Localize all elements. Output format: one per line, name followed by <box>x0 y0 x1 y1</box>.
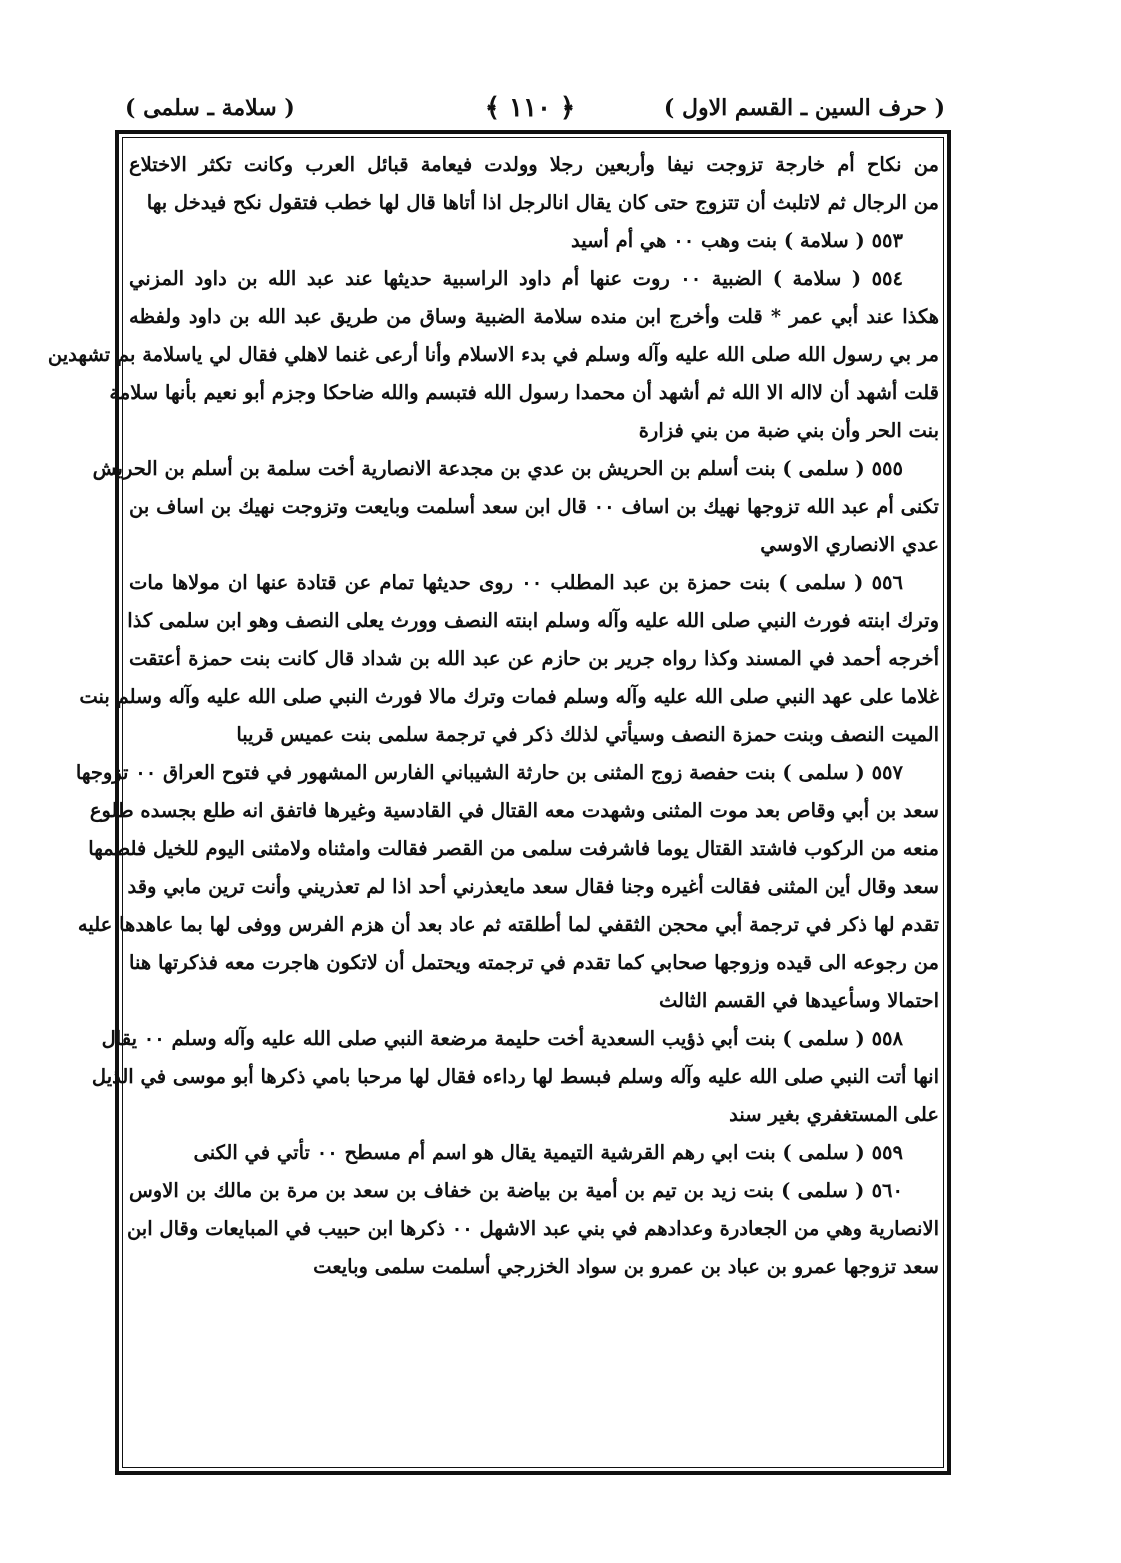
text-line: ٥٥٣ ( سلامة ) بنت وهب ٠٠ هي أم أسيد <box>570 229 903 252</box>
entry-block <box>125 1134 943 1172</box>
entry-block <box>92 450 943 564</box>
text-line: احتمالا وسأعيدها في القسم الثالث <box>659 989 939 1012</box>
text-line: على المستغفري بغير سند <box>729 1103 939 1126</box>
page-header <box>115 88 945 128</box>
entry-block <box>125 146 943 222</box>
text-line: تقدم لها ذكر في ترجمة أبي محجن الثقفي لما أطلقته ثم عاد بعد أن هزم الفرس ووفى لها بما عاهدها عليه <box>77 913 939 936</box>
text-line: منعه من الركوب فاشتد القتال يوما فاشرفت سلمى من القصر فقالت وامثناه ولامثنى اليوم للخيل فلطمها <box>88 837 939 860</box>
entry-block <box>125 1172 943 1286</box>
entry-block <box>75 754 943 1020</box>
text-line: ٥٥٦ ( سلمى ) بنت حمزة بن عبد المطلب ٠٠ روى حديثها تمام عن قتادة عنها ان مولاها مات <box>129 571 903 594</box>
entry-block <box>47 260 943 450</box>
text-line: هكذا عند أبي عمر * قلت وأخرج ابن منده سلامة الضبية وساق من طريق عبد الله بن داود ولفظه <box>129 305 939 328</box>
entry-block <box>91 1020 943 1134</box>
header-entry-range: ( سلامة ـ سلمى ) <box>125 95 295 121</box>
entry-block <box>125 222 943 260</box>
text-line: تكنى أم عبد الله تزوجها نهيك بن اساف ٠٠ قال ابن سعد أسلمت وبايعت وتزوجت نهيك بن اساف بن <box>129 495 939 518</box>
entry-block <box>79 564 943 754</box>
text-line: سعد تزوجها عمرو بن عباد بن عمرو بن سواد الخزرجي أسلمت سلمى وبايعت <box>313 1255 939 1278</box>
header-page-number: ﴿ ١١٠ ﴾ <box>484 93 576 123</box>
text-line: قلت أشهد أن لااله الا الله ثم أشهد أن محمدا رسول الله فتبسم والله ضاحكا وجزم أبو نعيم بأنها سلامة <box>109 381 939 404</box>
text-line: بنت الحر وأن بني ضبة من بني فزارة <box>638 419 939 442</box>
text-line: ٥٦٠ ( سلمى ) بنت زيد بن تيم بن أمية بن بياضة بن خفاف بن سعد بن مرة بن مالك بن الاوس <box>129 1179 903 1202</box>
text-line: ٥٥٥ ( سلمى ) بنت أسلم بن الحريش بن عدي بن مجدعة الانصارية أخت سلمة بن أسلم بن الحريش <box>92 457 903 480</box>
header-section-title: ( حرف السين ـ القسم الاول ) <box>663 95 945 121</box>
text-line: ٥٥٩ ( سلمى ) بنت ابي رهم القرشية التيمية يقال هو اسم أم مسطح ٠٠ تأتي في الكنى <box>193 1141 903 1164</box>
text-line: الميت النصف وبنت حمزة النصف وسيأتي لذلك ذكر في ترجمة سلمى بنت عميس قريبا <box>236 723 939 746</box>
text-line: ٥٥٤ ( سلامة ) الضبية ٠٠ روت عنها أم داود الراسبية حديثها عند عبد الله بن داود المزني <box>129 267 903 290</box>
text-line: من نكاح أم خارجة تزوجت نيفا وأربعين رجلا وولدت فيعامة قبائل العرب وكانت تكثر الاختلاع <box>129 153 939 176</box>
text-line: انها أتت النبي صلى الله عليه وآله وسلم فبسط لها رداءه فقال لها مرحبا بامي ذكرها أبو موسى في الذيل <box>91 1065 939 1088</box>
text-line: غلاما على عهد النبي صلى الله عليه وآله وسلم فمات وترك مالا فورث النبي صلى الله عليه وآله وسلم بنت <box>79 685 939 708</box>
text-line: وترك ابنته فورث النبي صلى الله عليه وآله وسلم ابنته النصف وورث يعلى النصف وهو ابن سلمى كذا <box>127 609 939 632</box>
text-line: سعد وقال أين المثنى فقالت أغيره وجنا فقال سعد مايعذرني أحد اذا لم تعذريني وأنت ترين مابي وقد <box>127 875 939 898</box>
text-line: ٥٥٨ ( سلمى ) بنت أبي ذؤيب السعدية أخت حليمة مرضعة النبي صلى الله عليه وآله وسلم ٠٠ يقال <box>101 1027 903 1050</box>
text-line: من رجوعه الى قيده وزوجها صحابي كما تقدم في ترجمته ويحتمل أن لاتكون هاجرت معه فذكرتها هنا <box>129 951 939 974</box>
text-line: سعد بن أبي وقاص بعد موت المثنى وشهدت معه القتال في القادسية وغيرها فاتفق انه طلع بجسده طلوع <box>89 799 939 822</box>
text-line: الانصارية وهي من الجعادرة وعدادهم في بني عبد الاشهل ٠٠ ذكرها ابن حبيب في المبايعات وقال ابن <box>126 1217 939 1240</box>
text-line: ٥٥٧ ( سلمى ) بنت حفصة زوج المثنى بن حارثة الشيباني الفارس المشهور في فتوح العراق ٠٠ تزوجها <box>75 761 903 784</box>
page-body <box>47 146 943 1466</box>
text-line: من الرجال ثم لاتلبث أن تتزوج حتى كان يقال انالرجل اذا أتاها قال لها خطب فتقول نكح فيدخل بها <box>146 191 939 214</box>
text-line: مر بي رسول الله صلى الله عليه وآله وسلم في بدء الاسلام وأنا أرعى غنما لاهلي فقال لي ياسلامة بم تشهدين <box>47 343 939 366</box>
text-line: أخرجه أحمد في المسند وكذا رواه جرير بن حازم عن عبد الله بن شداد قال كانت بنت حمزة أعتقت <box>129 647 939 670</box>
text-line: عدي الانصاري الاوسي <box>760 533 939 556</box>
